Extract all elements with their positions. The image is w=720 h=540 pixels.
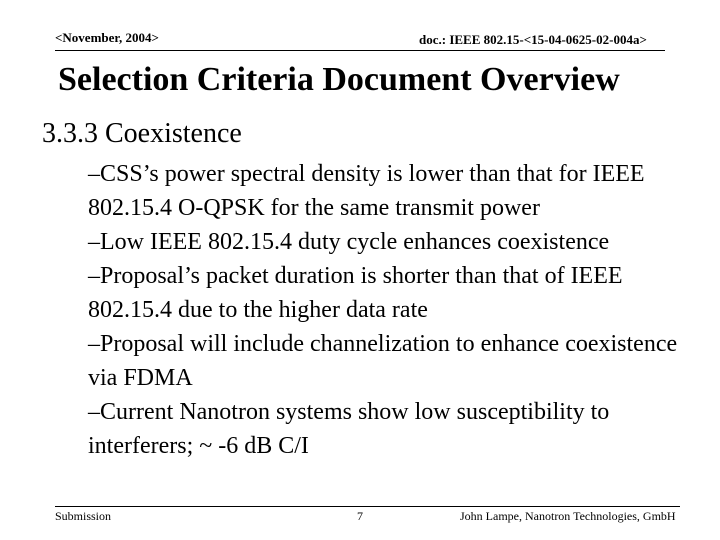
- header-document-id: doc.: IEEE 802.15-<15-04-0625-02-004a>: [419, 32, 647, 47]
- header-date: <November, 2004>: [55, 30, 159, 45]
- footer-divider: [55, 506, 680, 507]
- bullet-item: –CSS’s power spectral density is lower than that for IEEE 802.15.4 O-QPSK for the same transmit power: [88, 161, 645, 221]
- bullet-item: –Current Nanotron systems show low susceptibility to interferers; ~ -6 dB C/I: [88, 399, 610, 459]
- footer-page-number: 7: [357, 509, 363, 523]
- section-heading: 3.3.3 Coexistence: [42, 118, 242, 149]
- bullet-item: –Proposal’s packet duration is shorter than that of IEEE 802.15.4 due to the higher data rate: [88, 263, 623, 323]
- bullet-item: –Proposal will include channelization to enhance coexistence via FDMA: [88, 331, 678, 391]
- footer-submission-label: Submission: [55, 509, 112, 523]
- slide-title: Selection Criteria Document Overview: [58, 61, 620, 98]
- bullet-list: [88, 157, 700, 463]
- header-divider: [55, 50, 665, 51]
- footer-author: John Lampe, Nanotron Technologies, GmbH: [460, 509, 676, 523]
- bullet-item: –Low IEEE 802.15.4 duty cycle enhances coexistence: [88, 229, 610, 255]
